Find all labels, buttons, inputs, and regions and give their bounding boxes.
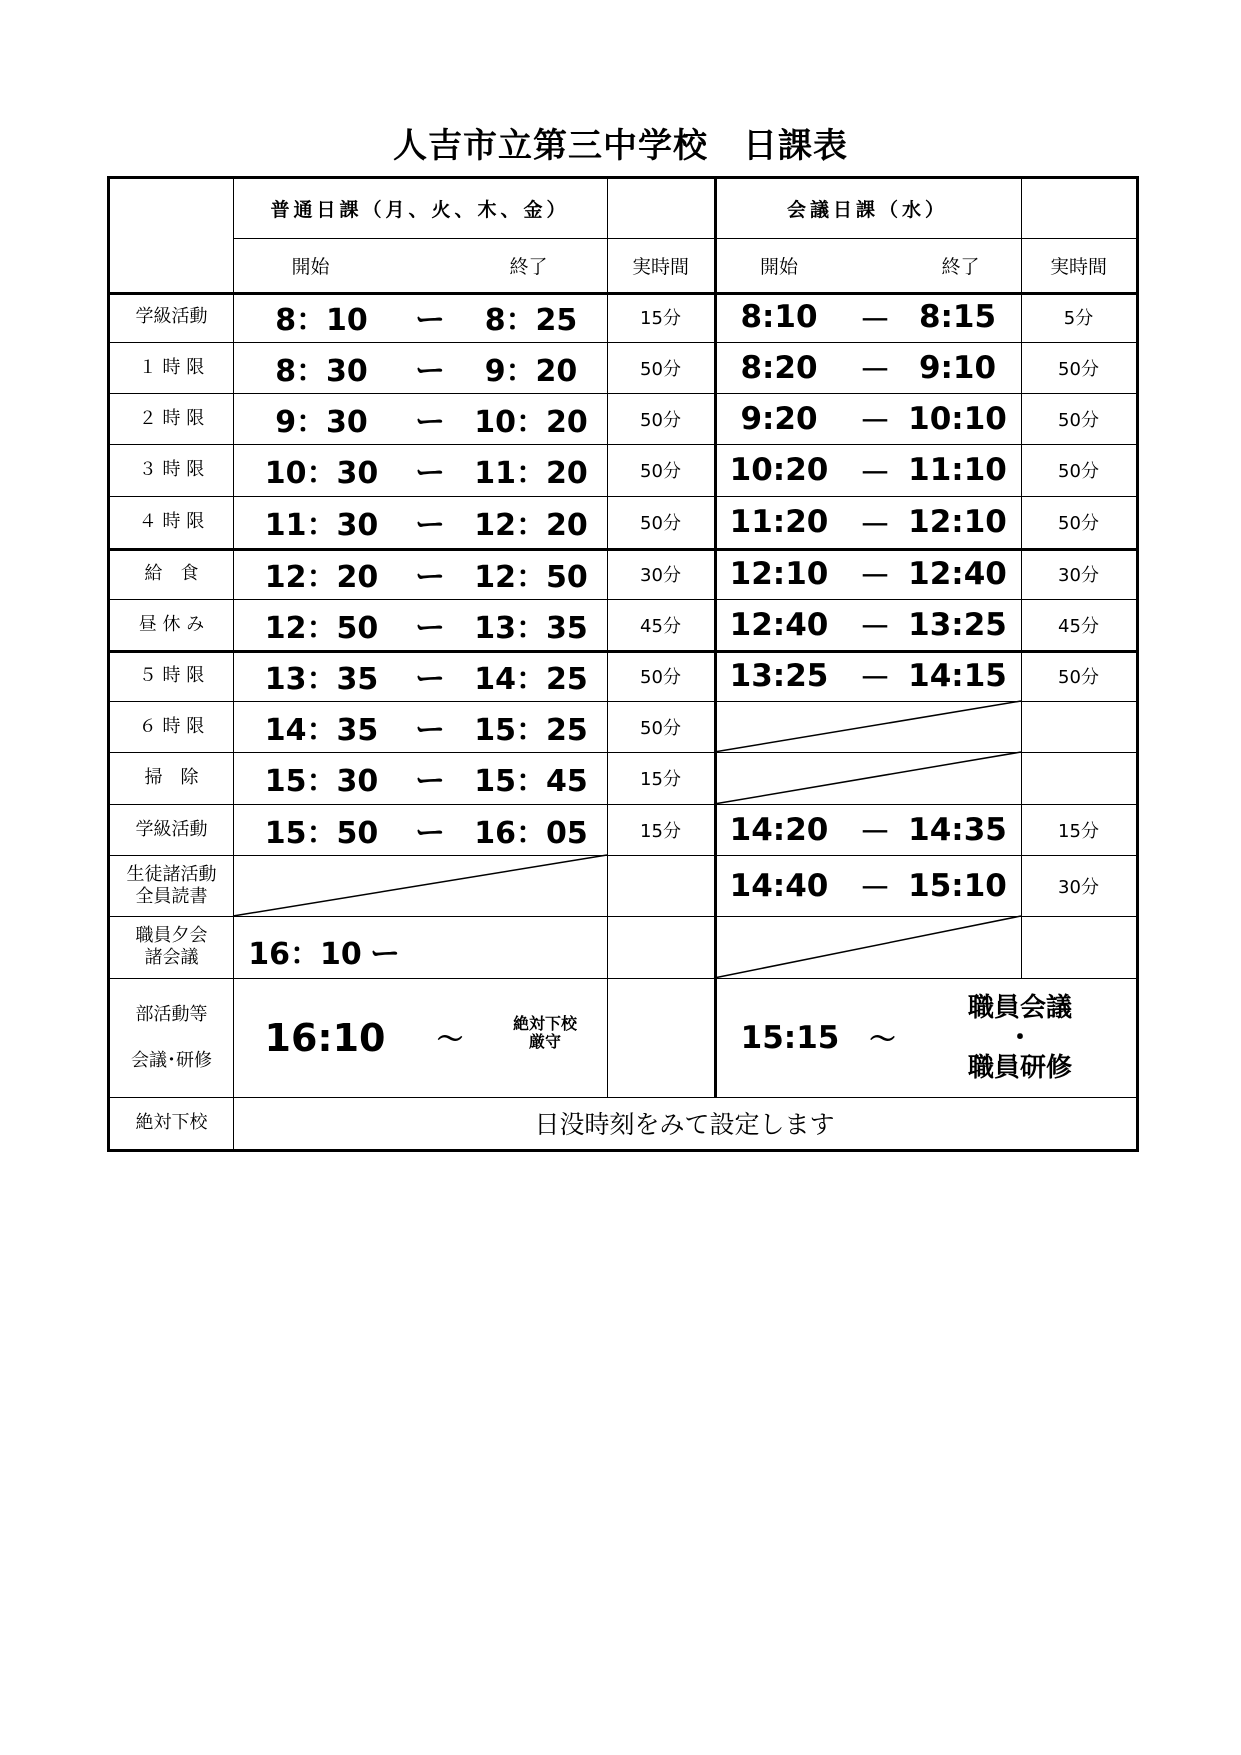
meeting-duration: 50分 bbox=[1058, 513, 1099, 534]
header-meeting-start: 開始 bbox=[759, 255, 798, 278]
normal-start-time: 10：30 bbox=[264, 456, 379, 491]
meeting-duration: 30分 bbox=[1058, 876, 1099, 898]
header-meeting-end: 終了 bbox=[941, 255, 980, 278]
meeting-start-time: 8:10 bbox=[740, 299, 818, 335]
normal-end-time: 9：20 bbox=[484, 353, 578, 389]
meeting-dash: － bbox=[859, 507, 891, 544]
club-label-line2: 会議･研修 bbox=[131, 1049, 212, 1071]
meeting-empty-slash bbox=[714, 701, 1021, 752]
normal-dash: ー bbox=[415, 712, 445, 748]
reading-label-line2: 全員読書 bbox=[135, 885, 208, 907]
row-label: 学級活動 bbox=[135, 818, 208, 840]
normal-start-time: 12：50 bbox=[264, 610, 379, 646]
meeting-end-time: 11:10 bbox=[908, 452, 1007, 488]
column-divider bbox=[714, 179, 717, 1097]
header-normal-start: 開始 bbox=[291, 255, 330, 278]
meeting-empty-slash bbox=[714, 916, 1021, 978]
meeting-duration: 50分 bbox=[1058, 666, 1099, 688]
final-label: 絶対下校 bbox=[135, 1112, 208, 1133]
normal-duration: 50分 bbox=[640, 717, 681, 739]
club-label bbox=[110, 978, 233, 1097]
meeting-end-time: 12:10 bbox=[908, 504, 1007, 540]
final-text: 日没時刻をみて設定します bbox=[534, 1110, 835, 1139]
meeting-start-time: 14:40 bbox=[729, 867, 829, 904]
meeting-dash: － bbox=[859, 610, 891, 646]
normal-duration: 50分 bbox=[640, 513, 681, 534]
meeting-dash: － bbox=[859, 871, 891, 907]
normal-dash: ー bbox=[415, 610, 445, 646]
normal-dash: ー bbox=[415, 353, 445, 389]
meeting-end-time: 14:35 bbox=[908, 811, 1007, 848]
row-label: ６ 時 限 bbox=[138, 715, 205, 737]
meeting-duration: 50分 bbox=[1058, 461, 1099, 482]
header-meeting-actual: 実時間 bbox=[1049, 255, 1107, 278]
meeting-start-time: 8:20 bbox=[740, 349, 818, 386]
meeting-empty-slash bbox=[714, 752, 1021, 804]
row-divider bbox=[233, 238, 1136, 239]
row-label: ５ 時 限 bbox=[138, 664, 205, 686]
normal-duration: 45分 bbox=[640, 615, 681, 637]
normal-start-time: 11：30 bbox=[264, 508, 379, 543]
meeting-start-time: 13:25 bbox=[729, 657, 829, 694]
normal-dash: ー bbox=[415, 404, 445, 440]
meeting-dash: － bbox=[859, 815, 891, 851]
row-label: ２ 時 限 bbox=[138, 407, 205, 429]
meeting-start-time: 10:20 bbox=[729, 452, 829, 488]
meeting-duration: 50分 bbox=[1058, 358, 1099, 380]
row-label: ４ 時 限 bbox=[138, 511, 205, 532]
reading-label-line1: 生徒諸活動 bbox=[126, 863, 217, 885]
club-normal-tilde: ～ bbox=[436, 1025, 463, 1055]
normal-end-time: 16：05 bbox=[474, 815, 588, 851]
normal-dash: ー bbox=[415, 303, 445, 338]
club-meeting-tilde: ～ bbox=[869, 1025, 896, 1055]
row-label: 昼 休 み bbox=[138, 613, 205, 635]
normal-dash: ー bbox=[415, 559, 445, 595]
meeting-dash: － bbox=[859, 302, 891, 339]
meeting-duration: 50分 bbox=[1058, 409, 1099, 431]
normal-start-time: 9：30 bbox=[275, 404, 368, 440]
normal-duration: 50分 bbox=[640, 666, 681, 688]
normal-start-time: 8：10 bbox=[275, 303, 368, 338]
meeting-start-time: 11:20 bbox=[729, 504, 829, 540]
meeting-start-time: 12:10 bbox=[729, 555, 829, 592]
normal-duration: 15分 bbox=[640, 769, 681, 790]
meeting-duration: 45分 bbox=[1058, 615, 1099, 637]
page-title: 人吉市立第三中学校 日課表 bbox=[393, 126, 848, 166]
header-normal-end: 終了 bbox=[509, 255, 548, 278]
normal-duration: 50分 bbox=[640, 409, 681, 431]
normal-duration: 30分 bbox=[640, 564, 681, 586]
club-meeting-note-dot: ・ bbox=[1006, 1022, 1033, 1053]
row-label: １ 時 限 bbox=[138, 356, 205, 378]
column-divider bbox=[233, 179, 234, 1149]
normal-start-time: 12：20 bbox=[264, 559, 379, 595]
meeting-end-time: 8:15 bbox=[918, 299, 997, 335]
meeting-end-time: 13:25 bbox=[908, 606, 1007, 643]
meeting-dash: － bbox=[859, 353, 891, 389]
meeting-dash: － bbox=[859, 404, 891, 440]
club-meeting-note-line2: 職員研修 bbox=[967, 1052, 1072, 1083]
normal-empty-slash bbox=[233, 855, 607, 916]
meeting-dash: － bbox=[859, 455, 891, 492]
meeting-start-time: 12:40 bbox=[729, 606, 829, 643]
meeting-end-time: 9:10 bbox=[918, 349, 997, 386]
meeting-duration: 15分 bbox=[1058, 820, 1099, 842]
club-normal-start: 16:10 bbox=[264, 1015, 386, 1060]
schedule-table bbox=[107, 176, 1139, 1152]
normal-start-time: 14：35 bbox=[264, 712, 379, 748]
club-normal-note-line1: 絶対下校 bbox=[512, 1013, 577, 1033]
normal-end-time: 10：20 bbox=[474, 404, 588, 440]
normal-end-time: 14：25 bbox=[474, 661, 588, 697]
normal-duration: 50分 bbox=[640, 358, 681, 380]
normal-end-time: 15：45 bbox=[474, 764, 588, 799]
normal-end-time: 12：50 bbox=[474, 559, 588, 595]
normal-dash: ー bbox=[415, 508, 445, 543]
row-label: 学級活動 bbox=[135, 306, 208, 327]
meeting-duration: 5分 bbox=[1063, 308, 1094, 329]
normal-start-time: 15：30 bbox=[264, 764, 379, 799]
normal-start-time: 8：30 bbox=[275, 353, 368, 389]
normal-end-time: 11：20 bbox=[474, 456, 588, 491]
header-meeting: 会議日課（水） bbox=[786, 199, 948, 221]
column-divider bbox=[607, 179, 608, 1097]
normal-dash: ー bbox=[415, 764, 445, 799]
column-divider bbox=[1021, 179, 1022, 978]
meeting-start-time: 14:20 bbox=[729, 811, 829, 848]
meeting-end-time: 10:10 bbox=[908, 400, 1007, 437]
meeting-end-time: 14:15 bbox=[908, 657, 1007, 694]
meeting-dash: － bbox=[859, 559, 891, 595]
club-label-line1: 部活動等 bbox=[135, 1003, 208, 1025]
club-meeting-start: 15:15 bbox=[740, 1019, 840, 1056]
meeting-end-time: 15:10 bbox=[908, 867, 1007, 904]
meeting-end-time: 12:40 bbox=[908, 555, 1007, 592]
meeting-dash: － bbox=[859, 661, 891, 697]
meeting-duration: 30分 bbox=[1058, 564, 1099, 586]
staff-label-line2: 諸会議 bbox=[144, 947, 199, 968]
normal-start-time: 16：10 bbox=[248, 937, 362, 972]
club-meeting-note bbox=[910, 978, 1130, 1097]
normal-end-time: 12：20 bbox=[474, 508, 588, 543]
staff-label bbox=[110, 916, 233, 978]
header-normal-actual: 実時間 bbox=[631, 255, 689, 278]
normal-dash: ー bbox=[370, 937, 400, 972]
normal-end-time: 8：25 bbox=[484, 303, 578, 338]
reading-label bbox=[110, 855, 233, 916]
normal-start-time: 13：35 bbox=[264, 661, 379, 697]
normal-start-time: 15：50 bbox=[264, 815, 379, 851]
club-normal-note-line2: 厳守 bbox=[528, 1031, 561, 1051]
normal-dash: ー bbox=[415, 456, 445, 491]
row-label: ３ 時 限 bbox=[138, 459, 205, 480]
row-label: 掃 除 bbox=[144, 767, 199, 788]
normal-dash: ー bbox=[415, 661, 445, 697]
normal-duration: 15分 bbox=[640, 820, 681, 842]
normal-dash: ー bbox=[415, 815, 445, 851]
normal-end-time: 15：25 bbox=[474, 712, 588, 748]
header-normal: 普通日課（月、火、木、金） bbox=[270, 199, 570, 221]
staff-label-line1: 職員夕会 bbox=[135, 925, 208, 946]
normal-duration: 50分 bbox=[640, 461, 681, 482]
normal-duration: 15分 bbox=[640, 308, 681, 329]
row-label: 給 食 bbox=[144, 562, 199, 584]
club-meeting-note-line1: 職員会議 bbox=[967, 992, 1072, 1023]
club-normal-note bbox=[490, 978, 600, 1087]
normal-end-time: 13：35 bbox=[474, 610, 588, 646]
meeting-start-time: 9:20 bbox=[740, 400, 818, 437]
